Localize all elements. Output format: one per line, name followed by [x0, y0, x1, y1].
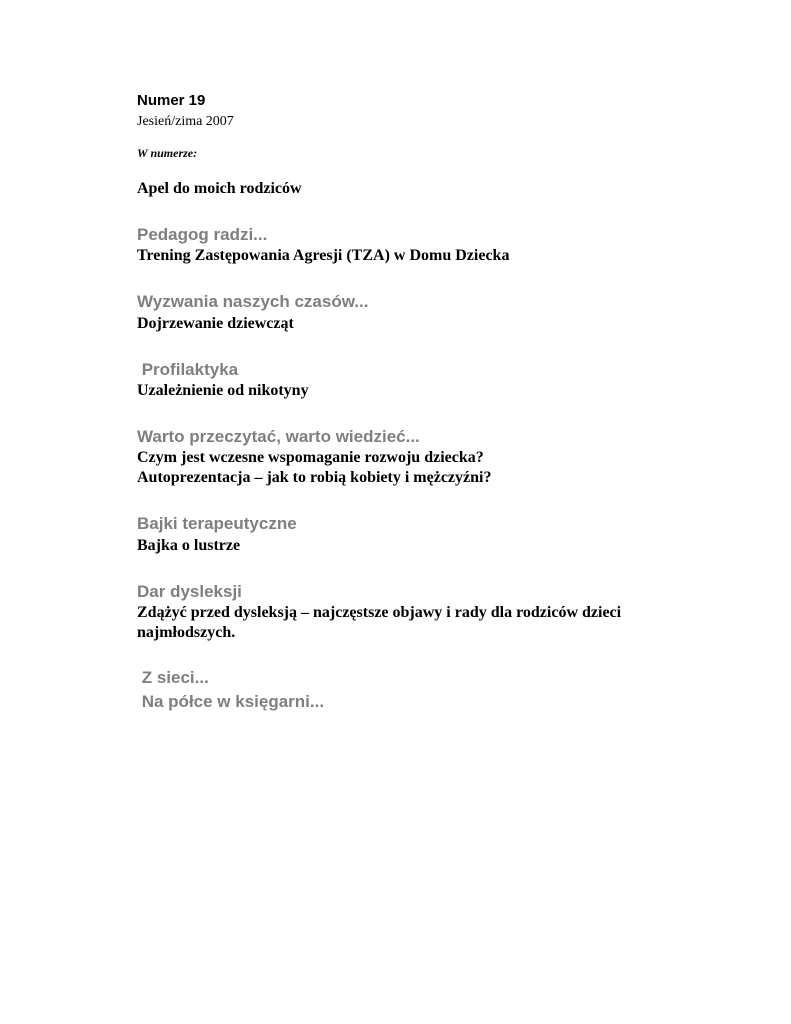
section-heading-profilaktyka: Profilaktyka	[137, 360, 239, 379]
article-title-continued: najmłodszych.	[137, 624, 236, 641]
section-heading-z-sieci: Z sieci...	[137, 668, 209, 687]
section-heading-warto: Warto przeczytać, warto wiedzieć...	[137, 427, 420, 446]
article-title: Trening Zastępowania Agresji (TZA) w Domu Dziecka	[137, 247, 510, 264]
article-title: Zdążyć przed dysleksją – najczęstsze objawy i rady dla rodziców dzieci	[137, 604, 622, 621]
article-title: Bajka o lustrze	[137, 537, 241, 554]
section-heading-na-polce: Na półce w księgarni...	[137, 692, 325, 711]
intro-article: Apel do moich rodziców	[137, 180, 302, 197]
section-heading-pedagog: Pedagog radzi...	[137, 225, 268, 244]
article-title: Czym jest wczesne wspomaganie rozwoju dziecka?	[137, 449, 484, 466]
article-title: Dojrzewanie dziewcząt	[137, 315, 294, 332]
section-heading-bajki: Bajki terapeutyczne	[137, 514, 297, 533]
issue-season: Jesień/zima 2007	[137, 114, 234, 129]
article-title: Autoprezentacja – jak to robią kobiety i mężczyźni?	[137, 469, 492, 486]
article-title: Uzależnienie od nikotyny	[137, 382, 309, 399]
section-heading-dar-dysleksji: Dar dysleksji	[137, 582, 242, 601]
issue-number: Numer 19	[137, 92, 206, 109]
section-heading-wyzwania: Wyzwania naszych czasów...	[137, 292, 369, 311]
in-issue-label: W numerze:	[137, 146, 198, 160]
